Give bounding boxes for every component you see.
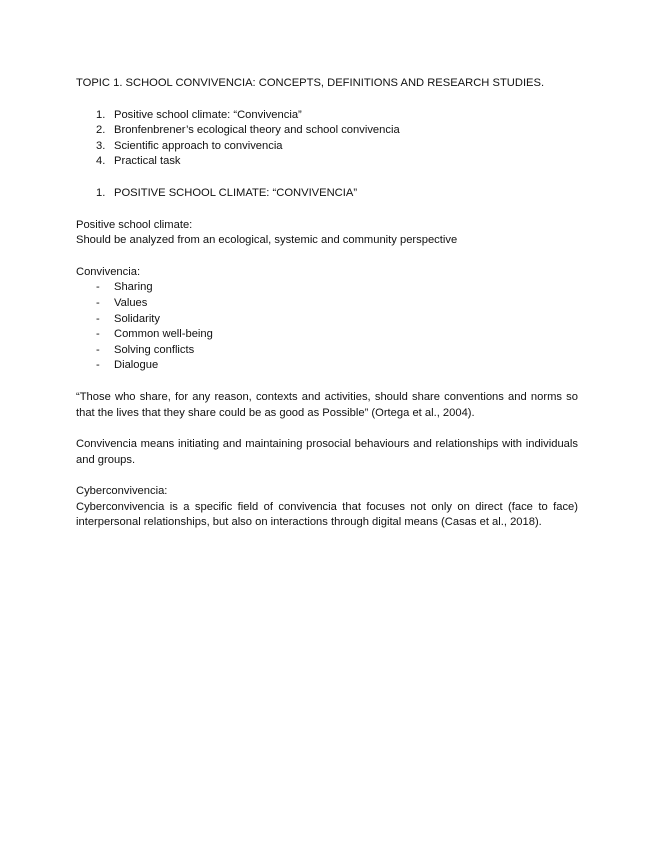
cyber-label: Cyberconvivencia: bbox=[76, 485, 168, 498]
table-of-contents bbox=[76, 108, 578, 170]
toc-number: 4. bbox=[96, 155, 106, 168]
list-item bbox=[76, 312, 578, 328]
climate-label: Positive school climate: bbox=[76, 218, 193, 231]
dash-bullet: - bbox=[96, 328, 100, 341]
climate-text: Should be analyzed from an ecological, systemic and community perspective bbox=[76, 234, 458, 247]
toc-item bbox=[76, 154, 578, 170]
dash-bullet: - bbox=[96, 281, 100, 294]
section-heading bbox=[76, 186, 578, 202]
cyber-text: Cyberconvivencia is a specific field of convivencia that focuses not only on direct (face to face) interpersonal relationships, but also on interactions through digital means (Casas et al., 2018). bbox=[76, 500, 578, 529]
list-item bbox=[76, 343, 578, 359]
climate-paragraph bbox=[76, 218, 578, 249]
toc-number: 1. bbox=[96, 108, 106, 121]
toc-text: Scientific approach to convivencia bbox=[114, 139, 283, 152]
section-heading-list bbox=[76, 186, 578, 202]
definition-paragraph: Convivencia means initiating and maintaining prosocial behaviours and relationships with individuals and groups. bbox=[76, 438, 578, 466]
dash-bullet: - bbox=[96, 343, 100, 356]
section-number: 1. bbox=[96, 186, 106, 199]
dash-bullet: - bbox=[96, 359, 100, 372]
toc-item bbox=[76, 139, 578, 155]
cyber-paragraph bbox=[76, 484, 578, 531]
list-item-text: Values bbox=[114, 296, 148, 309]
toc-item bbox=[76, 123, 578, 139]
list-item-text: Sharing bbox=[114, 281, 153, 294]
toc-text: Positive school climate: “Convivencia” bbox=[114, 108, 302, 121]
list-item-text: Solving conflicts bbox=[114, 343, 195, 356]
toc-number: 2. bbox=[96, 124, 106, 137]
document-title: TOPIC 1. SCHOOL CONVIVENCIA: CONCEPTS, DEFINITIONS AND RESEARCH STUDIES. bbox=[76, 77, 545, 89]
list-item-text: Common well-being bbox=[114, 328, 213, 341]
list-item-text: Solidarity bbox=[114, 312, 161, 325]
list-item bbox=[76, 358, 578, 374]
list-item bbox=[76, 280, 578, 296]
convivencia-list bbox=[76, 280, 578, 374]
convivencia-label: Convivencia: bbox=[76, 265, 141, 278]
toc-text: Bronfenbrener’s ecological theory and school convivencia bbox=[114, 124, 400, 137]
toc-text: Practical task bbox=[114, 155, 181, 168]
list-item bbox=[76, 327, 578, 343]
document-page bbox=[76, 76, 578, 547]
list-item bbox=[76, 296, 578, 312]
toc-item bbox=[76, 108, 578, 124]
section-title: POSITIVE SCHOOL CLIMATE: “CONVIVENCIA” bbox=[114, 186, 358, 199]
dash-bullet: - bbox=[96, 296, 100, 309]
dash-bullet: - bbox=[96, 312, 100, 325]
quote-paragraph: “Those who share, for any reason, contexts and activities, should share conventions and norms so that the lives that they share could be as good as Possible” (Ortega et al., 2004). bbox=[76, 390, 578, 419]
list-item-text: Dialogue bbox=[114, 359, 159, 372]
toc-number: 3. bbox=[96, 139, 106, 152]
